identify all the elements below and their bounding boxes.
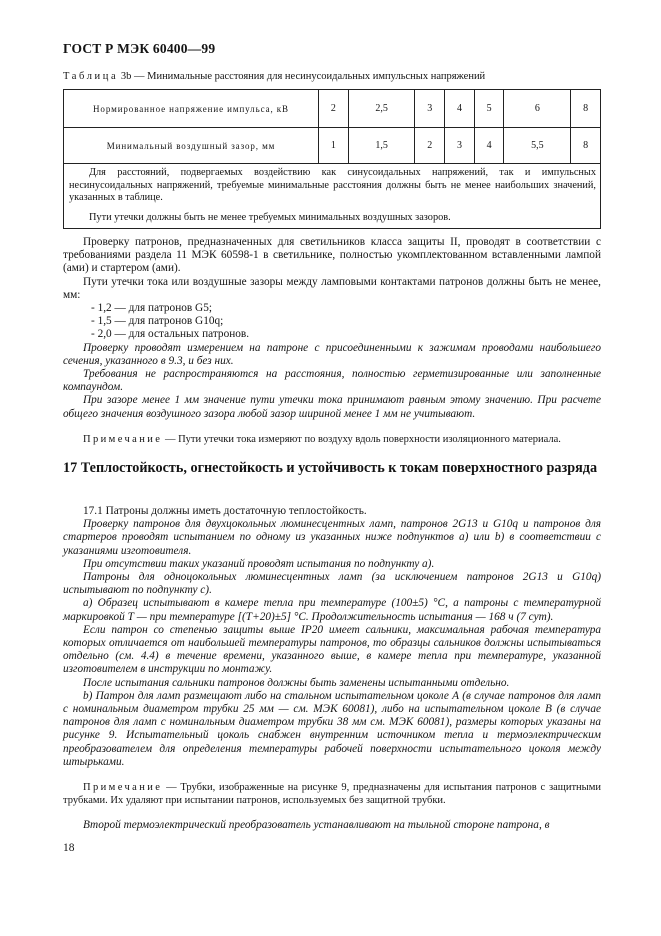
table-note-paragraph: Пути утечки должны быть не менее требуемых минимальных воздушных зазоров. <box>89 211 451 223</box>
paragraph: а) Образец испытывают в камере тепла при температуре (100±5) °С, а патроны с температурной маркировкой Т — при температуре [(Т+20)±5] °С. Продолжительность испытания — 168 ч (7 сут). <box>63 597 601 623</box>
table-cell: 3 <box>415 90 445 128</box>
table-cell: 2,5 <box>348 90 415 128</box>
table-caption <box>63 71 485 82</box>
paragraph: При зазоре менее 1 мм значение пути утечки тока принимают равным этому значению. При расчете общего значения воздушного зазора любой зазор шириной менее 1 мм не учитывают. <box>63 394 601 420</box>
row-label-impulse-voltage: Нормированное напряжение импульса, кВ <box>64 90 319 128</box>
note-paragraph <box>63 781 601 807</box>
table-cell: 3 <box>445 128 475 164</box>
section-title: 17 Теплостойкость, огнестойкость и устойчивость к токам поверхностного разряда <box>63 460 598 476</box>
paragraph: Патроны для одноцокольных люминесцентных ламп (за исключением патронов 2G13 и G10q) испытывают по подпункту с). <box>63 571 601 597</box>
table-cell: 5,5 <box>504 128 571 164</box>
paragraph: b) Патрон для ламп размещают либо на стальном испытательном цоколе А (в случае патронов для ламп с номинальным диаметром трубки 25 мм — см. МЭК 60081), либо на испытательном цоколе В (в случае патронов для ламп с номинальным диаметром трубки 38 мм см. МЭК 60081), размеры которых указаны на рисунке 9. Испытательный цоколь снабжен внутренним источником тепла и термоэлектрическим преобразователем для определения температуры рабочей поверхности испытательного цоколя между штырьками. <box>63 689 601 768</box>
table-row-notes <box>64 164 601 229</box>
paragraph: При отсутствии таких указаний проводят испытания по подпункту а). <box>83 557 435 570</box>
table-cell: 6 <box>504 90 571 128</box>
paragraph: Если патрон со степенью защиты выше IP20 имеет сальники, максимальная рабочая температура которых отличается от наибольшей температуры патронов, то образцы сальников должны испытываться отдельно (см. 4.4) в течение времени, указанного выше, в камере тепла при температуре, указанной изготовителем в инструкции по монтажу. <box>63 623 601 676</box>
table-cell: 1,5 <box>348 128 415 164</box>
table-cell: 4 <box>474 128 504 164</box>
paragraph: Проверку проводят измерением на патроне с присоединенными к зажимам проводами наибольшего сечения, указанного в 9.3, и без них. <box>63 341 601 367</box>
table-cell: 1 <box>319 128 349 164</box>
table-cell: 2 <box>319 90 349 128</box>
table-caption-text: 3b — Минимальные расстояния для несинусоидальных импульсных напряжений <box>118 71 486 82</box>
body-section-17 <box>63 505 601 833</box>
table-note-paragraph: Для расстояний, подвергаемых воздействию как синусоидальных напряжений, так и импульсных несинусоидальных напряжений, требуемые минимальные расстояния должны быть не менее наибольших значений, указанных в таблице. <box>69 167 596 203</box>
page-number: 18 <box>63 842 75 854</box>
table-notes-cell <box>64 164 601 229</box>
table-row-air-clearance <box>64 128 601 164</box>
table-cell: 8 <box>571 128 601 164</box>
table-cell: 5 <box>474 90 504 128</box>
paragraph: Проверку патронов для двухцокольных люминесцентных ламп, патронов 2G13 и G10q и патронов для стартеров проводят испытанием по одному из указанных ниже подпунктов а) или b) в соответствии с указаниями изготовителя. <box>63 518 601 557</box>
row-label-air-clearance: Минимальный воздушный зазор, мм <box>64 128 319 164</box>
paragraph: После испытания сальники патронов должны быть заменены испытанными отдельно. <box>83 676 510 689</box>
list-item: - 1,5 — для патронов G10q; <box>91 315 224 328</box>
paragraph: Проверку патронов, предназначенных для светильников класса защиты II, проводят в соответствии с требованиями раздела 11 МЭК 60598-1 в светильнике, полностью укомплектованном вставленными лампой (ами) и стартером (ами). <box>63 236 601 275</box>
list-item: - 2,0 — для остальных патронов. <box>91 328 250 341</box>
note-label: Примечание <box>83 782 163 794</box>
paragraph: 17.1 Патроны должны иметь достаточную теплостойкость. <box>83 505 367 517</box>
table-cell: 8 <box>571 90 601 128</box>
table-caption-label: Таблица <box>63 71 119 82</box>
paragraph: Второй термоэлектрический преобразователь устанавливают на тыльной стороне патрона, в <box>83 819 550 832</box>
list-item: - 1,2 — для патронов G5; <box>91 302 212 315</box>
table-cell: 4 <box>445 90 475 128</box>
note-text: — Пути утечки тока измеряют по воздуху вдоль поверхности изоляционного материала. <box>162 433 561 445</box>
table-cell: 2 <box>415 128 445 164</box>
note-paragraph <box>63 433 601 446</box>
body-section-16 <box>63 236 601 446</box>
note-label: Примечание <box>83 433 163 445</box>
paragraph: Требования не распространяются на расстояния, полностью герметизированные или заполненные компаундом. <box>63 368 601 394</box>
clearance-table <box>63 89 601 229</box>
note-text: — Трубки, изображенные на рисунке 9, предназначены для испытания патронов с защитными трубками. Их удаляют при испытании патронов, используемых без защитной трубки. <box>63 782 601 807</box>
paragraph: Пути утечки тока или воздушные зазоры между ламповыми контактами патронов должны быть не менее, мм: <box>63 275 601 301</box>
table-row-impulse-voltage <box>64 90 601 128</box>
document-header: ГОСТ Р МЭК 60400—99 <box>63 41 216 56</box>
